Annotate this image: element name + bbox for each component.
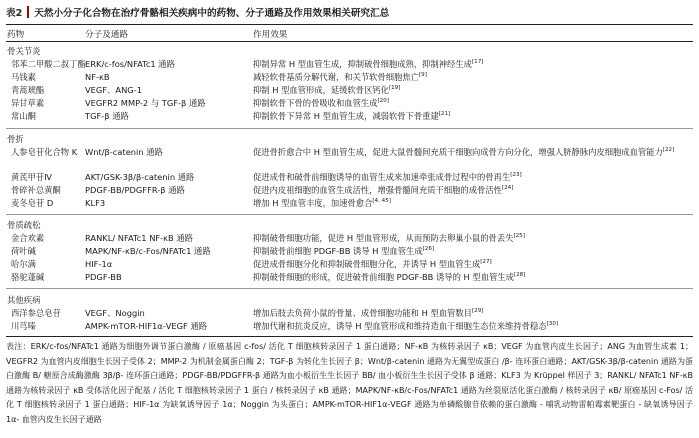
drug-cell: 邻苯二甲酸二叔丁酯 — [11, 59, 86, 69]
effect-cell — [253, 172, 522, 182]
reference: [9] — [418, 72, 427, 79]
effect-text: 促进成骨和破骨前细胞诱导的血管生成来加速牵张成骨过程中的骨再生 — [253, 172, 511, 182]
reference: [4, 45] — [372, 198, 391, 205]
pathway-cell: ERK/c-fos/NFATc1 通路 — [85, 59, 175, 69]
effect-text: 抑制 H 型血管形成，延缓软骨区钙化 — [253, 85, 389, 95]
header-rule — [6, 41, 693, 42]
group-title: 骨质疏松 — [7, 220, 41, 230]
group-title: 其他疾病 — [7, 295, 41, 305]
caption-separator — [27, 6, 29, 18]
drug-cell: 骨碎补总黄酮 — [11, 185, 61, 195]
group-title: 骨关节炎 — [7, 46, 41, 56]
pathway-cell: VEGF、ANG-1 — [85, 85, 143, 95]
column-header-pathway: 分子及通路 — [85, 30, 128, 40]
effect-cell — [253, 308, 483, 318]
drug-cell: 常山酮 — [11, 111, 36, 121]
group-divider — [6, 128, 693, 129]
table-title: 天然小分子化合物在治疗骨骼相关疾病中的药物、分子通路及作用效果相关研究汇总 — [34, 8, 390, 19]
effect-text: 增加 H 型血管丰度，加速骨愈合 — [253, 198, 373, 208]
reference: [19] — [388, 85, 401, 92]
effect-cell — [253, 246, 434, 256]
effect-cell — [253, 98, 389, 108]
drug-cell: 异甘草素 — [11, 98, 45, 108]
effect-text: 抑制破骨细胞功能，促进 H 型血管形成，从而预防去卵巢小鼠的骨丢失 — [253, 233, 514, 243]
reference: [22] — [662, 147, 675, 154]
bottom-rule — [6, 336, 693, 337]
effect-text: 抑制软骨下异常 H 型血管生成，减弱软骨下骨重建 — [253, 111, 439, 121]
drug-cell: 哈尔满 — [11, 259, 36, 269]
effect-cell — [253, 72, 427, 82]
effect-text: 抑制软骨下骨的骨吸收和血管生成 — [253, 98, 378, 108]
pathway-cell: PDGF-BB/PDGFFR-β 通路 — [85, 185, 185, 195]
pathway-cell: TGF-β 通路 — [85, 111, 129, 121]
reference: [28] — [513, 272, 526, 279]
column-header-drug: 药物 — [7, 30, 25, 40]
drug-cell: 马钱素 — [11, 72, 36, 82]
effect-text: 抑制破骨前细胞 PDGF-BB 诱导 H 型血管生成 — [253, 246, 423, 256]
reference: [29] — [471, 308, 484, 315]
table-notes: 表注：ERK/c-fos/NFATc1 通路为细胞外调节蛋白激酶 / 原癌基因 c-fos/ 活化 T 细胞核转录因子 1 蛋白通路；NF-κB 为核转录因子 κB；VEGF 为血管内皮生长因子；ANG 为血管生成素 1；VEGFR2 为血管内皮细胞生长因子受体 2；MMP-2 为机制金属蛋白酶 2；TGF-β 为转化生长因子 β；Wnt/β-catenin 通路为无翼型成蛋白 /β- 连环蛋白通路；AKT/GSK-3β/β-catenin 通路为蛋白激酶 B/ 糖原合成酶激酶 3β/β- 连环蛋白通路；PDGF-BB/PDGFFR-β 通路为血小板衍生生长因子 BB/ 血小板衍生生长因子受体 β 通路；KLF3 为 Krüppel 样因子 3；RANKL/ NFATc1 NF-κB 通路为核转录因子 κB 受体活化因子配基 / 活化 T 细胞核转录因子 1 蛋白 / 核转录因子 κB 通路；MAPK/NF-κB/c-Fos/NFATc1 通路为丝裂原活化蛋白激酶 / 核转录因子 κB/ 原癌基因 c-Fos/ 活化 T 细胞核转录因子 1 蛋白通路；HIF-1α 为缺氧诱导因子 1α；Noggin 为头蛋白；AMPK-mTOR-HIF1α-VEGF 通路为单磷酸腺苷依赖的蛋白激酶 - 哺乳动物雷帕霉素靶蛋白 - 缺氧诱导因子 1α- 血管内皮生长因子通路 — [6, 342, 693, 424]
effect-text: 促进成骨细胞分化和抑制破骨细胞分化，并诱导 H 型血管生成 — [253, 259, 481, 269]
pathway-cell: AKT/GSK-3β/β-catenin 通路 — [85, 172, 195, 182]
top-rule — [6, 24, 693, 25]
reference: [24] — [501, 185, 514, 192]
drug-cell: 人参皂苷化合物 K — [11, 147, 78, 157]
reference: [23] — [510, 172, 522, 179]
reference: [21] — [438, 111, 451, 118]
effect-text: 抑制破骨细胞的形成，促进破骨前细胞 PDGF-BB 诱导的 H 型血管生成 — [253, 272, 514, 282]
effect-cell — [253, 321, 558, 331]
effect-cell — [253, 272, 525, 282]
group-divider — [6, 288, 693, 289]
pathway-cell: AMPK-mTOR-HIF1α-VEGF 通路 — [85, 321, 208, 331]
reference: [30] — [546, 321, 559, 328]
column-header-effect: 作用效果 — [253, 30, 288, 40]
pathway-cell: PDGF-BB — [85, 272, 122, 282]
effect-text: 增加代谢和抗炎反应，诱导 H 型血管形成和维持造血干细胞生态位来维持骨稳态 — [253, 321, 547, 331]
effect-cell — [253, 146, 693, 159]
effect-cell — [253, 233, 525, 243]
effect-text: 增加后肢去负荷小鼠的骨量、成骨细胞功能和 H 型血管数目 — [253, 308, 472, 318]
effect-text: 促进内皮祖细胞的血管生成活性，增强骨髓间充质干细胞的成骨活性 — [253, 185, 502, 195]
pathway-cell: VEGFR2 MMP-2 与 TGF-β 通路 — [85, 98, 206, 108]
effect-cell — [253, 198, 391, 208]
drug-cell: 川芎嗪 — [11, 321, 36, 331]
pathway-cell: Wnt/β-catenin 通路 — [85, 147, 163, 157]
effect-cell — [253, 259, 492, 269]
reference: [26] — [422, 246, 435, 253]
drug-cell: 骆驼蓬碱 — [11, 272, 45, 282]
reference: [27] — [480, 259, 492, 266]
pathway-cell: VEGF、Noggin — [85, 308, 145, 318]
effect-cell — [253, 185, 513, 195]
pathway-cell: KLF3 — [85, 198, 106, 208]
effect-text: 促进骨折愈合中 H 型血管生成，促进大鼠骨髓间充质干细胞向成骨方向分化，增强人脐静脉内皮细胞成血管能力 — [253, 147, 663, 157]
group-divider — [6, 214, 693, 215]
drug-cell: 黄芪甲苷Ⅳ — [11, 172, 52, 182]
drug-cell: 西洋参总皂苷 — [11, 308, 61, 318]
drug-cell: 金合欢素 — [11, 233, 45, 243]
group-title: 骨折 — [7, 134, 24, 144]
pathway-cell: NF-κB — [85, 72, 110, 82]
effect-text: 减轻软骨基质分解代谢，和关节软骨细胞焦亡 — [253, 72, 419, 82]
reference: [25] — [513, 233, 525, 240]
pathway-cell: RANKL/ NFATc1 NF-κB 通路 — [85, 233, 193, 243]
drug-cell: 麦冬皂苷 D — [11, 198, 54, 208]
effect-cell — [253, 59, 483, 69]
table-number: 表2 — [6, 8, 23, 19]
effect-cell — [253, 111, 450, 121]
effect-cell — [253, 85, 400, 95]
effect-text: 抑制异常 H 型血管生成，抑制破骨细胞成熟，抑制神经生成 — [253, 59, 472, 69]
reference: [17] — [471, 59, 484, 66]
reference: [20] — [377, 98, 389, 105]
drug-cell: 青蒿琥酯 — [11, 85, 45, 95]
drug-cell: 荷叶碱 — [11, 246, 36, 256]
pathway-cell: HIF-1α — [85, 259, 113, 269]
table-caption — [6, 4, 389, 20]
pathway-cell: MAPK/NF-κB/c-Fos/NFATc1 通路 — [85, 246, 211, 256]
